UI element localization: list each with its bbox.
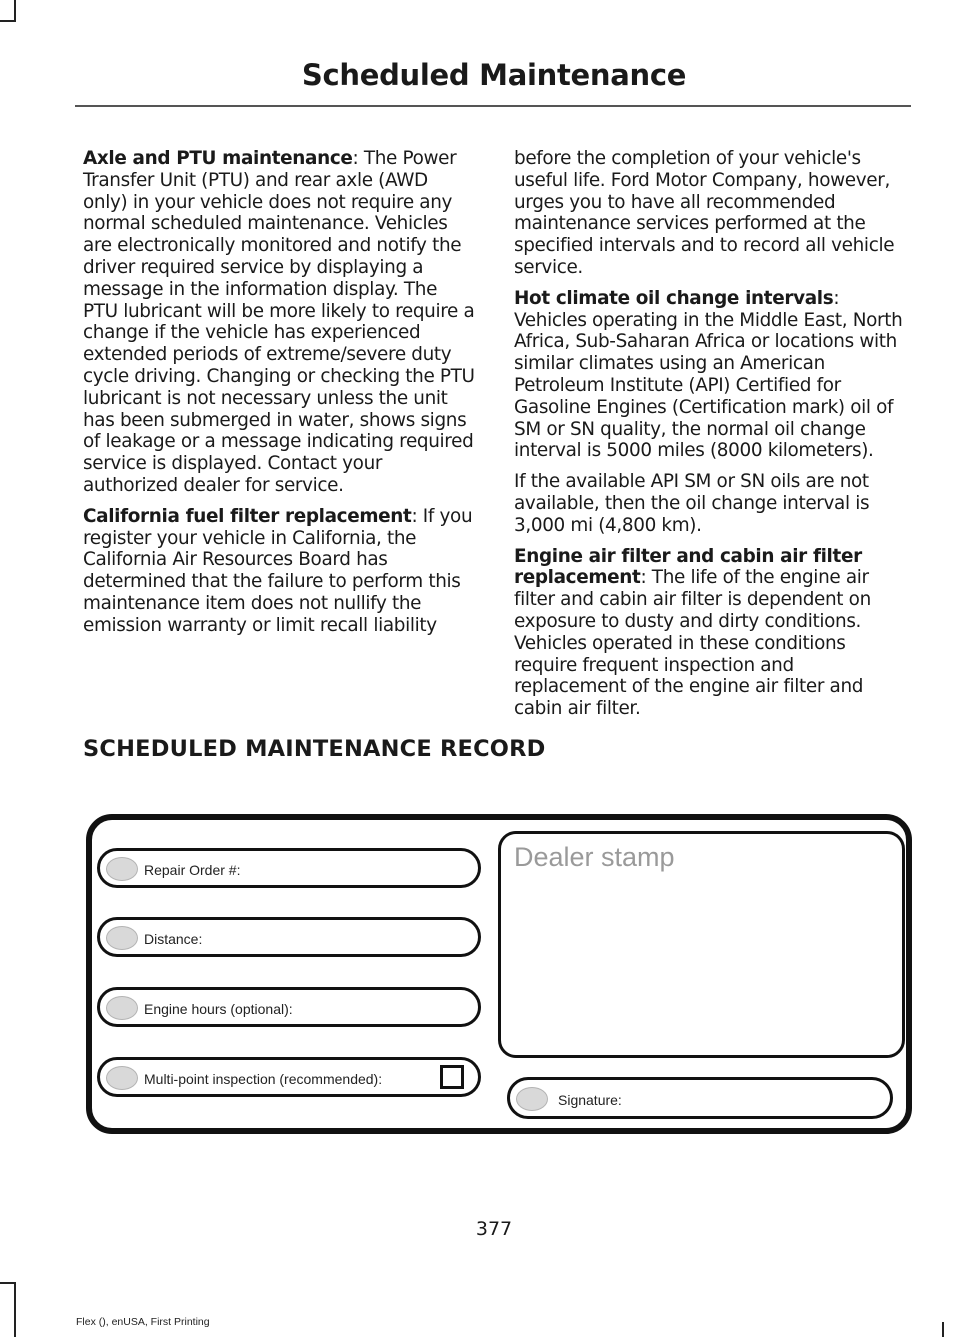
paragraph-body: If the available API SM or SN oils are not available, then the oil change interval is 3,000 mi (4,800 km). xyxy=(514,471,870,536)
field-bullet-icon xyxy=(106,857,138,881)
engine-hours-label: Engine hours (optional): xyxy=(144,1001,293,1017)
field-bullet-icon xyxy=(516,1087,548,1111)
field-bullet-icon xyxy=(106,926,138,950)
paragraph-body: : If you register your vehicle in California, the California Air Resources Board has determined that the failure to perform this maintenance item does not nullify the emission warranty or limit recall liability xyxy=(83,505,473,636)
crop-mark-top-left xyxy=(14,0,16,22)
multi-point-inspection-label: Multi-point inspection (recommended): xyxy=(144,1071,383,1087)
crop-mark-top-left-horizontal xyxy=(0,20,16,22)
repair-order-label: Repair Order #: xyxy=(144,862,241,878)
section-title: SCHEDULED MAINTENANCE RECORD xyxy=(83,736,546,762)
repair-order-field[interactable] xyxy=(97,848,481,888)
left-column xyxy=(83,148,477,646)
crop-mark-bottom-left-horizontal xyxy=(0,1282,16,1284)
crop-mark-bottom-left xyxy=(14,1282,16,1337)
paragraph-california-fuel-filter xyxy=(83,506,477,637)
paragraph-axle-ptu xyxy=(83,148,477,497)
inspection-checkbox[interactable] xyxy=(440,1065,464,1089)
page-title: Scheduled Maintenance xyxy=(301,58,687,92)
paragraph-body: : The life of the engine air filter and cabin air filter is dependent on exposure to dusty and dirty conditions. Vehicles operated in these conditions require frequent inspection and replacement of the engine air filter and cabin air filter. xyxy=(514,567,871,720)
paragraph-air-filters xyxy=(514,546,910,720)
field-bullet-icon xyxy=(106,996,138,1020)
paragraph-heading: Hot climate oil change intervals xyxy=(514,287,834,309)
paragraph-hot-climate xyxy=(514,288,910,462)
right-column xyxy=(514,148,910,729)
signature-field[interactable] xyxy=(507,1077,893,1119)
distance-field[interactable] xyxy=(97,917,481,957)
paragraph-body: : Vehicles operating in the Middle East, North Africa, Sub-Saharan Africa or locations with similar climates using an American Petroleum Institute (API) Certified for Gasoline Engines (Certification mark) oil of SM or SN quality, the normal oil change interval is 5000 miles (8000 kilometers). xyxy=(514,287,903,462)
paragraph-body: : The Power Transfer Unit (PTU) and rear axle (AWD only) in your vehicle does not require any normal scheduled maintenance. Vehicles are electronically monitored and notify the driver required service by displaying a message in the information display. The PTU lubricant will be more likely to require a change if the vehicle has experienced extended periods of extreme/severe duty cycle driving. Changing or checking the PTU lubricant is not necessary unless the unit has been submerged in water, shows signs of leakage or a message indicating required service is displayed. Contact your authorized dealer for service. xyxy=(83,148,475,496)
paragraph-heading: California fuel filter replacement xyxy=(83,505,412,527)
paragraph-api-oils xyxy=(514,471,910,536)
signature-label: Signature: xyxy=(558,1092,622,1108)
dealer-stamp-box xyxy=(498,831,905,1058)
paragraph-continuation xyxy=(514,148,910,279)
crop-mark-bottom-right xyxy=(942,1322,944,1337)
multi-point-inspection-field xyxy=(97,1057,481,1097)
header-rule xyxy=(75,105,911,107)
distance-label: Distance: xyxy=(144,931,203,947)
edition-footer: Flex (), enUSA, First Printing xyxy=(76,1316,210,1328)
paragraph-heading: Engine air filter and cabin air filter replacement xyxy=(514,545,862,589)
paragraph-heading: Axle and PTU maintenance xyxy=(83,148,353,169)
field-bullet-icon xyxy=(106,1066,138,1090)
page-number: 377 xyxy=(475,1218,513,1240)
dealer-stamp-label: Dealer stamp xyxy=(514,842,675,872)
paragraph-body: before the completion of your vehicle's useful life. Ford Motor Company, however, urges you to have all recommended maintenance services performed at the specified intervals and to record all vehicle service. xyxy=(514,148,895,278)
engine-hours-field[interactable] xyxy=(97,987,481,1027)
